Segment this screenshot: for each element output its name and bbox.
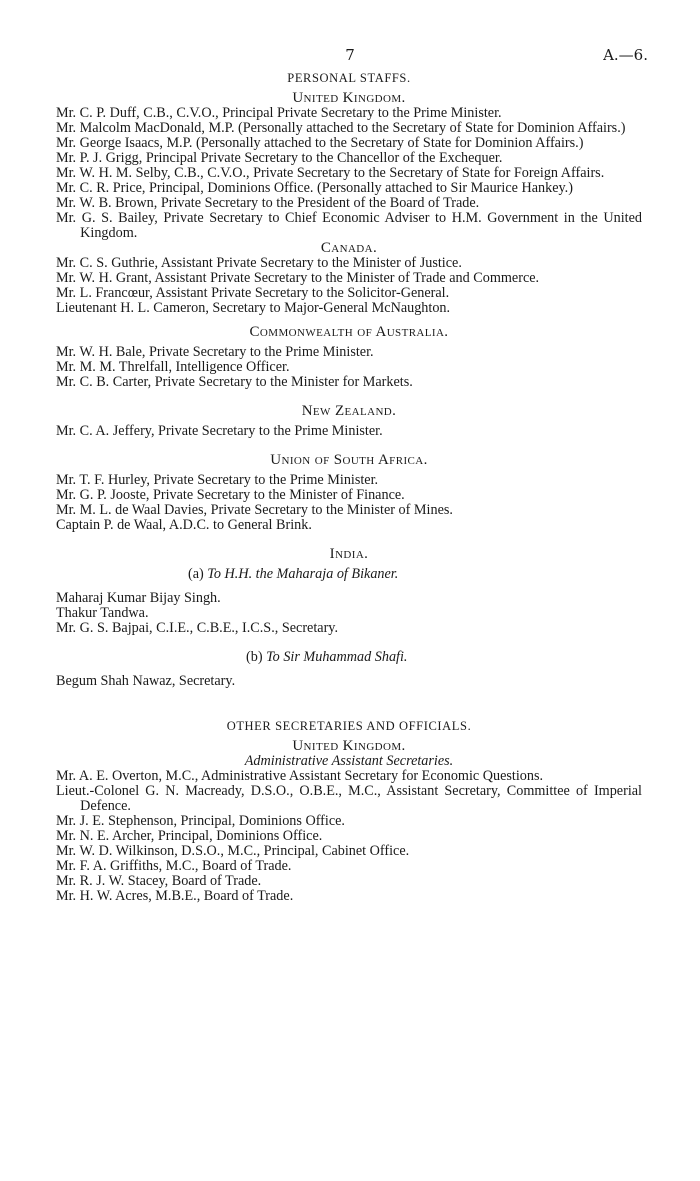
list-item: Mr. L. Francœur, Assistant Private Secretary to the Solicitor-General. xyxy=(56,285,450,301)
heading-canada: Canada. xyxy=(320,240,378,256)
list-item: Begum Shah Nawaz, Secretary. xyxy=(56,673,236,689)
section-title-other-secretaries: OTHER SECRETARIES AND OFFICIALS. xyxy=(226,719,472,733)
india-a-list xyxy=(56,591,642,636)
list-item: Mr. C. R. Price, Principal, Dominions Office. (Personally attached to Sir Maurice Hankey.) xyxy=(56,180,573,196)
south-africa-staff-list xyxy=(56,473,642,533)
australia-staff-list xyxy=(56,345,642,390)
new-zealand-staff-list xyxy=(56,424,642,439)
list-item: Mr. C. P. Duff, C.B., C.V.O., Principal Private Secretary to the Prime Minister. xyxy=(56,105,502,121)
india-subheading-b xyxy=(56,650,642,665)
list-item: Mr. N. E. Archer, Principal, Dominions Office. xyxy=(56,828,323,844)
list-item: Thakur Tandwa. xyxy=(56,605,149,621)
document-reference: A.—6. xyxy=(603,46,648,64)
heading-administrative-assistant-secretaries: Administrative Assistant Secretaries. xyxy=(244,753,454,769)
india-b-list xyxy=(56,674,642,689)
page-number: 7 xyxy=(345,46,355,64)
india-b-label: (b) xyxy=(246,649,263,665)
list-item: Mr. W. D. Wilkinson, D.S.O., M.C., Principal, Cabinet Office. xyxy=(56,843,410,859)
heading-united-kingdom: United Kingdom. xyxy=(292,90,406,106)
list-item: Mr. W. H. M. Selby, C.B., C.V.O., Private Secretary to the Secretary of State for Foreign Affairs. xyxy=(56,165,605,181)
document-body xyxy=(56,71,642,904)
heading-india: India. xyxy=(329,546,369,562)
canada-staff-list xyxy=(56,256,642,316)
list-item: Mr. T. F. Hurley, Private Secretary to the Prime Minister. xyxy=(56,472,379,488)
list-item: Mr. P. J. Grigg, Principal Private Secretary to the Chancellor of the Exchequer. xyxy=(56,150,503,166)
list-item: Mr. Malcolm MacDonald, M.P. (Personally attached to the Secretary of State for Dominion Affairs.) xyxy=(56,120,626,136)
list-item: Mr. G. S. Bailey, Private Secretary to Chief Economic Adviser to H.M. Government in the United Kingdom. xyxy=(56,210,642,241)
heading-south-africa: Union of South Africa. xyxy=(270,452,428,468)
list-item: Maharaj Kumar Bijay Singh. xyxy=(56,590,221,606)
section-title-personal-staffs: PERSONAL STAFFS. xyxy=(287,71,411,85)
list-item: Mr. C. A. Jeffery, Private Secretary to the Prime Minister. xyxy=(56,423,383,439)
list-item: Mr. J. E. Stephenson, Principal, Dominions Office. xyxy=(56,813,345,829)
list-item: Mr. A. E. Overton, M.C., Administrative Assistant Secretary for Economic Questions. xyxy=(56,768,544,784)
list-item: Lieutenant H. L. Cameron, Secretary to Major-General McNaughton. xyxy=(56,300,451,316)
india-subheading-a xyxy=(56,567,642,582)
list-item: Mr. C. B. Carter, Private Secretary to the Minister for Markets. xyxy=(56,374,413,390)
other-secretaries-list xyxy=(56,769,642,904)
list-item: Mr. G. S. Bajpai, C.I.E., C.B.E., I.C.S., Secretary. xyxy=(56,620,339,636)
heading-other-united-kingdom: United Kingdom. xyxy=(292,738,406,754)
india-b-title: To Sir Muhammad Shafi. xyxy=(266,649,408,665)
heading-new-zealand: New Zealand. xyxy=(301,403,397,419)
list-item: Mr. F. A. Griffiths, M.C., Board of Trade. xyxy=(56,858,292,874)
india-a-label: (a) xyxy=(188,566,204,582)
list-item: Mr. R. J. W. Stacey, Board of Trade. xyxy=(56,873,262,889)
list-item: Mr. H. W. Acres, M.B.E., Board of Trade. xyxy=(56,888,294,904)
list-item: Mr. G. P. Jooste, Private Secretary to the Minister of Finance. xyxy=(56,487,405,503)
list-item: Mr. M. L. de Waal Davies, Private Secretary to the Minister of Mines. xyxy=(56,502,453,518)
list-item: Mr. W. B. Brown, Private Secretary to the President of the Board of Trade. xyxy=(56,195,480,211)
page-header xyxy=(0,46,700,68)
list-item: Mr. C. S. Guthrie, Assistant Private Secretary to the Minister of Justice. xyxy=(56,255,462,271)
list-item: Mr. M. M. Threlfall, Intelligence Officer. xyxy=(56,359,290,375)
uk-staff-list xyxy=(56,106,642,241)
list-item: Mr. George Isaacs, M.P. (Personally attached to the Secretary of State for Dominion Affairs.) xyxy=(56,135,584,151)
list-item: Mr. W. H. Bale, Private Secretary to the Prime Minister. xyxy=(56,344,374,360)
list-item: Lieut.-Colonel G. N. Macready, D.S.O., O.B.E., M.C., Assistant Secretary, Committee of Imperial Defence. xyxy=(56,783,642,814)
heading-australia: Commonwealth of Australia. xyxy=(249,324,449,340)
list-item: Mr. W. H. Grant, Assistant Private Secretary to the Minister of Trade and Commerce. xyxy=(56,270,540,286)
list-item: Captain P. de Waal, A.D.C. to General Brink. xyxy=(56,517,312,533)
india-a-title: To H.H. the Maharaja of Bikaner. xyxy=(207,566,399,582)
